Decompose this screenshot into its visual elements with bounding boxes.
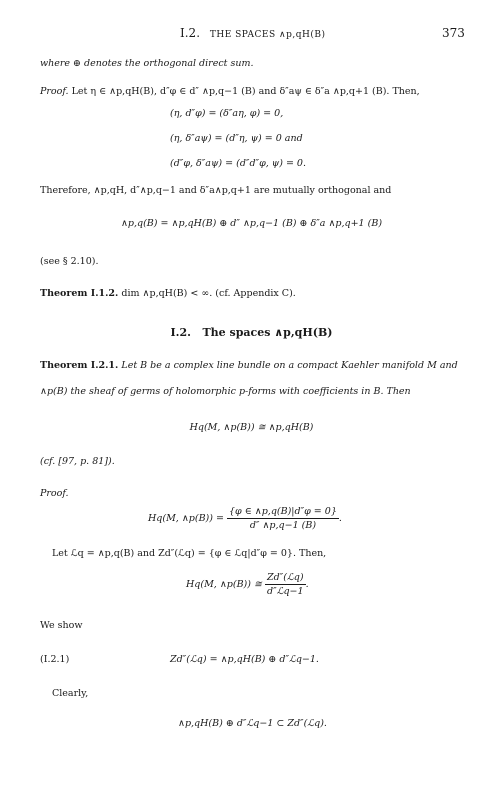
page-number: 373 [442,26,465,40]
equation-7-fraction [265,572,306,597]
proof-label: Proof. [40,86,69,97]
theorem-text-line-1: Let B be a complex line bundle on a compact Kaehler manifold M and [121,360,458,371]
equation-2: (η, δ″aψ) = (d″η, ψ) = 0 and [170,133,303,144]
theorem-text-line-2: ∧p(B) the sheaf of germs of holomorphic p-forms with coefficients in B. Then [40,386,411,397]
equation-7-denominator: d″ℒq−1 [267,586,304,597]
running-header-section [180,26,325,40]
equation-6-denominator: d″ ∧p,q−1 (B) [249,520,317,531]
equation-7 [186,572,309,597]
proof-1 [40,86,420,97]
equation-7-numerator: Zd″(ℒq) [267,572,304,583]
equation-4: ∧p,q(B) = ∧p,qH(B) ⊕ d″ ∧p,q−1 (B) ⊕ δ″a ∧p,q+1 (B) [120,218,383,229]
equation-7-end: . [305,579,309,590]
equation-9: ∧p,qH(B) ⊕ d″ℒq−1 ⊂ Zd″(ℒq). [178,718,327,729]
equation-3: (d″φ, δ″aψ) = (d″d″φ, ψ) = 0. [170,158,306,169]
equation-5: Hq(M, ∧p(B)) ≅ ∧p,qH(B) [189,422,314,433]
we-show: We show [40,620,83,631]
therefore-line: Therefore, ∧p,qH, d″∧p,q−1 and δ″a∧p,q+1 are mutually orthogonal and [40,185,392,196]
section-heading [0,326,503,339]
theorem-label: Theorem I.1.2. [40,288,119,299]
section-reference: (see § 2.10). [40,256,99,267]
equation-6 [148,506,342,531]
sentence-orthogonal-sum: where ⊕ denotes the orthogonal direct sum. [40,58,254,69]
theorem-label: Theorem I.2.1. [40,360,119,371]
proof-1-text: Let η ∈ ∧p,qH(B), d″φ ∈ d″ ∧p,q−1 (B) and δ″aψ ∈ δ″a ∧p,q+1 (B). Then, [71,86,420,97]
equation-8: Zd″(ℒq) = ∧p,qH(B) ⊕ d″ℒq−1. [170,654,319,665]
header-section-title: THE SPACES ∧p,qH(B) [209,30,326,40]
header-section-label: I.2. [180,26,201,40]
equation-7-lhs: Hq(M, ∧p(B)) ≅ [186,579,262,590]
theorem-1-1-2 [40,288,296,299]
proof-label: Proof. [40,488,69,499]
clearly: Clearly, [52,688,89,699]
let-line: Let ℒq = ∧p,q(B) and Zd″(ℒq) = {φ ∈ ℒq|d″φ = 0}. Then, [52,548,327,559]
section-heading-number: I.2. [170,326,191,339]
equation-tag: (I.2.1) [40,654,70,665]
equation-6-numerator: {φ ∈ ∧p,q(B)|d″φ = 0} [229,506,337,517]
equation-6-end: . [338,513,342,524]
equation-1: (η, d″φ) = (δ″aη, φ) = 0, [170,108,284,119]
equation-6-lhs: Hq(M, ∧p(B)) = [148,513,224,524]
theorem-1-2-1 [40,360,458,371]
equation-6-fraction [227,506,339,531]
theorem-text: dim ∧p,qH(B) < ∞. (cf. Appendix C). [121,288,296,299]
section-heading-title: The spaces ∧p,qH(B) [202,326,333,339]
citation: (cf. [97, p. 81]). [40,456,115,467]
